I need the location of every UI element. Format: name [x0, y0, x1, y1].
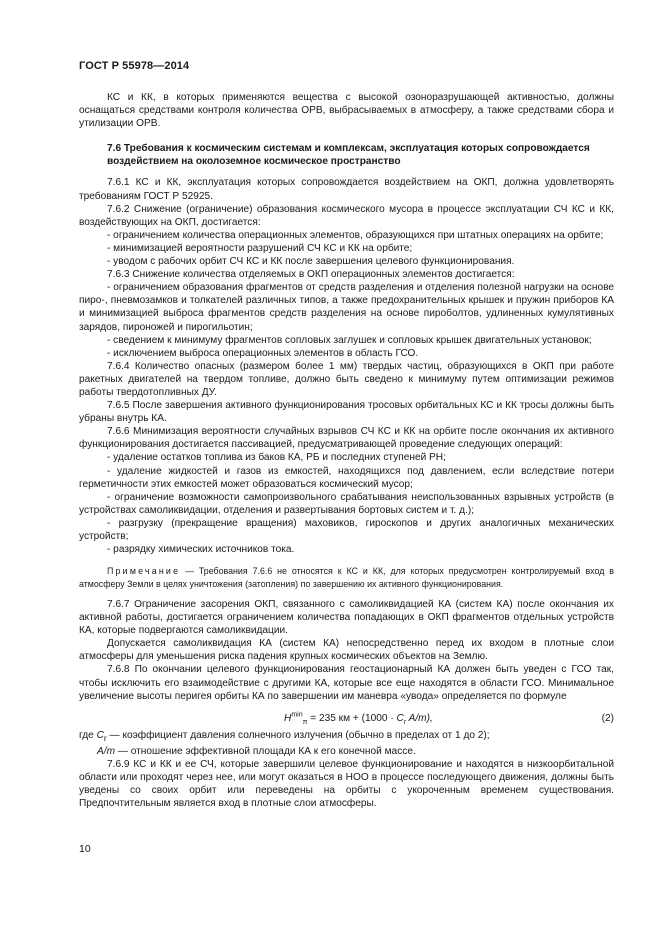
paragraph: 7.6.5 После завершения активного функционирования тросовых орбитальных КС и КК тросы должны быть убраны внутрь КА.: [79, 400, 614, 425]
definition-text: — коэффициент давления солнечного излучения (обычно в пределах от 1 до 2);: [106, 729, 490, 741]
list-item: - разгрузку (прекращение вращения) маховиков, гироскопов и других аналогичных механических устройств;: [79, 517, 614, 542]
formula-subscript: π: [302, 718, 308, 726]
page-header: [79, 60, 189, 72]
list-item: - ограничение возможности самопроизвольного срабатывания неиспользованных взрывных устройств (в устройствах самоликвидации, отделения и развертывания бортовых систем и т. д.);: [79, 491, 614, 516]
formula-variable: H: [284, 712, 292, 724]
definition-cr: где $C_r$ — коэффициент давления солнечного излучения (обычно в пределах от 1 до 2);: [79, 729, 490, 743]
paragraph: 7.6.7 Ограничение засорения ОКП, связанного с самоликвидацией КА (систем КА) после окончания их активной работы, достигается ограничением количества попадающих в ОКП фрагментов отдельных устройств КА, которые подвергаются самоликвидации.: [79, 599, 614, 637]
list-item: - сведением к минимуму фрагментов сопловых заглушек и сопловых крышек двигательных установок;: [107, 334, 592, 346]
paragraph: Допускается самоликвидация КА (систем КА) непосредственно перед их входом в плотные слои атмосферы для уменьшения риска падения крупных космических объектов на Землю.: [79, 638, 614, 663]
list-item: - уводом с рабочих орбит СЧ КС и КК после завершения целевого функционирования.: [107, 256, 515, 268]
definition-symbol-subscript: r: [103, 732, 107, 743]
formula-rhs-a: = 235 км + (1000 ·: [307, 712, 397, 724]
paragraph: КС и КК, в которых применяются вещества с высокой озоноразрушающей активностью, должны оснащаться средствами контроля количества ОРВ, выбрасываемых в атмосферу, а также средствами сбора и утилизации ОРВ.: [79, 92, 614, 130]
definition-am: [79, 745, 614, 758]
list-item: - удаление жидкостей и газов из емкостей, находящихся под давлением, если вследствие потери герметичности этих емкостей может образоваться космический мусор;: [79, 465, 614, 490]
note-text: — Требования 7.6.6 не относятся к КС и КК, для которых предусмотрен контролируемый вход в атмосферу Земли в целях уничтожения (затопления) по завершению их активного функционирования.: [79, 566, 614, 589]
section-heading: 7.6 Требования к космическим системам и комплексам, эксплуатация которых сопровождается воздействием на околоземное космическое пространство: [107, 143, 590, 168]
formula-number: (2): [601, 712, 614, 724]
paragraph: 7.6.9 КС и КК и ее СЧ, которые завершили целевое функционирование и находятся в низкоорбитальной области или проходят через нее, или могут оказаться в НОО в процессе последующего движения, должны быть уведены со своих орбит или переведены на орбиты с укороченным временем существования. Предпочтительным является вход в плотные слои атмосферы.: [79, 758, 614, 810]
list-item: - разрядку химических источников тока.: [107, 544, 295, 556]
standard-designation: ГОСТ Р 55978—2014: [79, 60, 190, 72]
formula-row: [79, 707, 614, 729]
paragraph: 7.6.1 КС и КК, эксплуатация которых сопровождается воздействием на ОКП, должна удовлетворять требованиям ГОСТ Р 52925.: [79, 177, 614, 202]
list-item: - ограничением образования фрагментов от средств разделения и отделения полезной нагрузки на основе пиро-, пневмозамков и толкателей различных типов, а также предохранительных крышек и пружин приборов КА и минимизацией выброса фрагментов средств разделения на основе пироболтов, удлиненных кумулятивных зарядов, пироножей и пирогильотин;: [79, 282, 614, 333]
definition-symbol: A/m: [97, 745, 116, 757]
page-number: 10: [79, 843, 91, 855]
list-item: - удаление остатков топлива из баков КА, РБ и последних ступеней РН;: [107, 452, 446, 464]
paragraph: 7.6.2 Снижение (ограничение) образования космического мусора в процессе эксплуатации СЧ КС и КК, воздействующих на ОКП, достигается:: [79, 203, 614, 228]
document-body: [79, 91, 614, 810]
definition-symbol: C: [96, 729, 104, 741]
definition-text: — отношение эффективной площади КА к его конечной массе.: [115, 745, 416, 757]
paragraph: 7.6.6 Минимизация вероятности случайных взрывов СЧ КС и КК на орбите после окончания их активного функционирования достигается пассивацией, предусматривающей проведение следующих операций:: [79, 426, 614, 451]
paragraph: 7.6.8 По окончании целевого функционирования геостационарный КА должен быть уведен с ГСО так, чтобы исключить его взаимодействие с другими КА, которые все еще находятся в области ГСО. Минимальное увеличение высоты перигея орбиты КА по завершении им маневра «увода» определяется по формуле: [79, 664, 614, 702]
formula-rhs-b: A/m),: [406, 712, 433, 724]
note: [79, 565, 614, 590]
formula-coefficient: C: [396, 712, 404, 724]
formula-coefficient-subscript: r: [403, 718, 407, 726]
note-label: Примечание: [107, 566, 181, 577]
list-item: - ограничением количества операционных элементов, образующихся при штатных операциях на орбите;: [107, 229, 604, 241]
formula-superscript: min: [291, 711, 303, 719]
paragraph: 7.6.3 Снижение количества отделяемых в ОКП операционных элементов достигается:: [107, 269, 515, 281]
formula: [284, 712, 433, 725]
list-item: - исключением выброса операционных элементов в область ГСО.: [107, 347, 419, 359]
paragraph: 7.6.4 Количество опасных (размером более 1 мм) твердых частиц, образующихся в ОКП при работе ракетных двигателей на твердом топливе, должно быть сведено к минимуму путем оптимизации режимов работы твердотопливных ДУ.: [79, 360, 614, 398]
list-item: - минимизацией вероятности разрушений СЧ КС и КК на орбите;: [107, 242, 413, 254]
